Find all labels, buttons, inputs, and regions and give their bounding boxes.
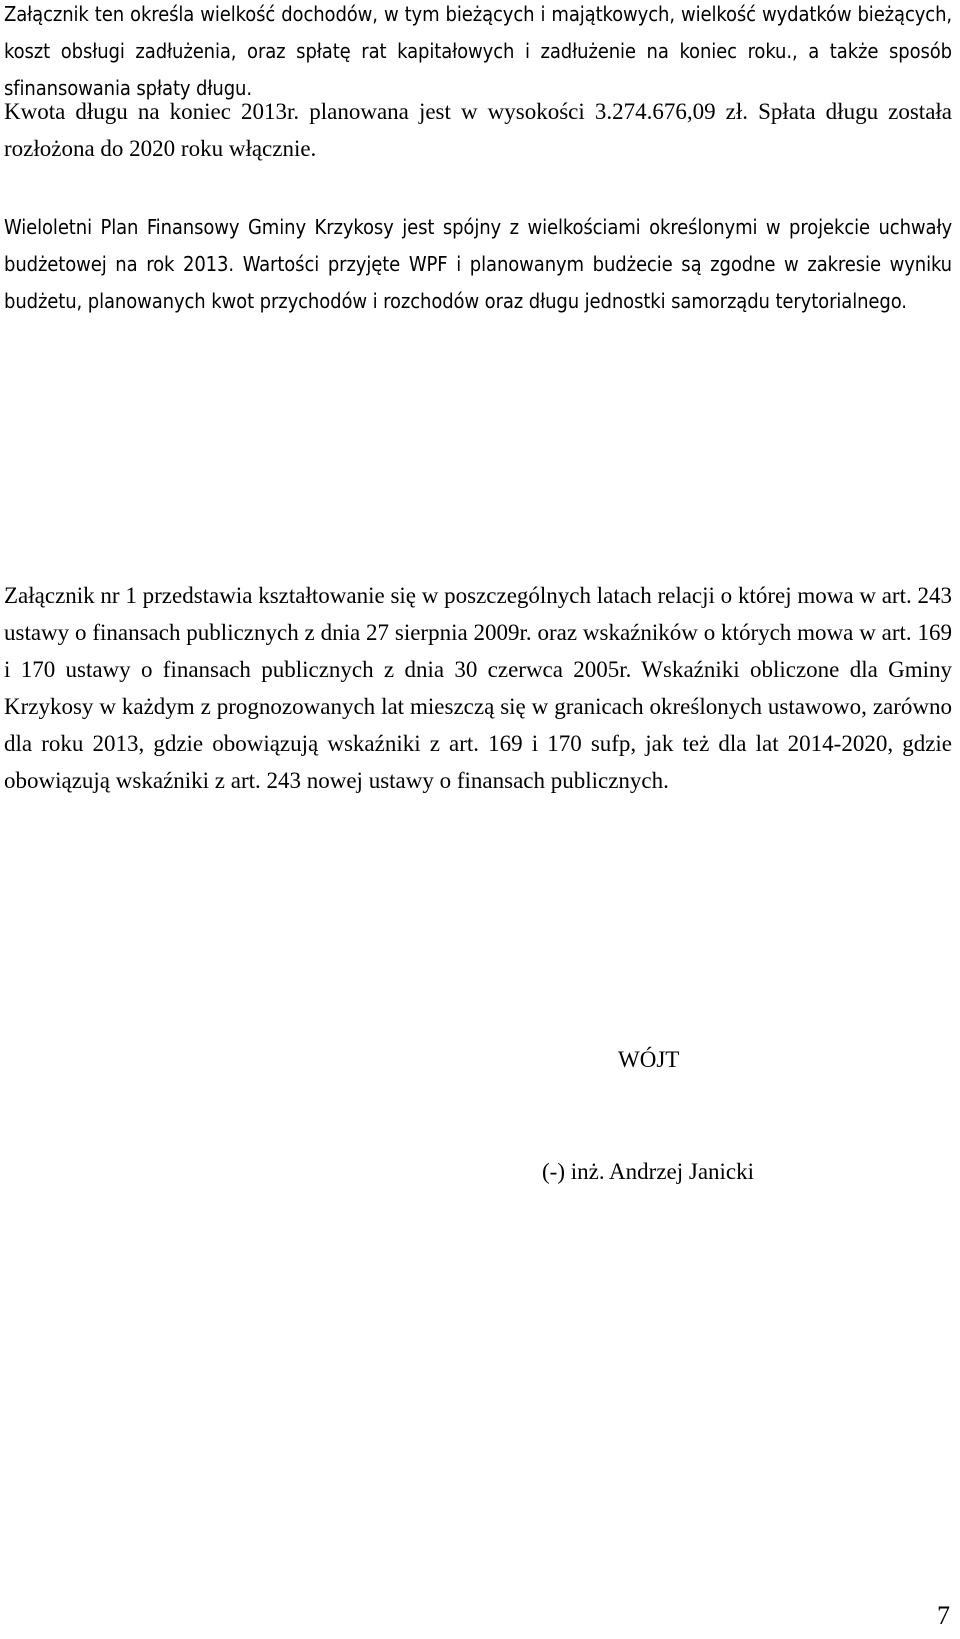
signature-name: (-) inż. Andrzej Janicki <box>542 1159 755 1184</box>
page-number: 7 <box>937 1601 950 1630</box>
paragraph-income-expenses: Załącznik ten określa wielkość dochodów, w tym bieżących i majątkowych, wielkość wydatków bieżących, koszt obsługi zadłużenia, oraz spłatę rat kapitałowych i zadłużenie na koniec roku., a także sposób sfinansowania spłaty długu. <box>4 2 952 100</box>
signature-title: WÓJT <box>618 1047 680 1072</box>
paragraph-attachment-indicators: Załącznik nr 1 przedstawia kształtowanie się w poszczególnych latach relacji o której mowa w art. 243 ustawy o finansach publicznych z dnia 27 sierpnia 2009r. oraz wskaźników o których mowa w art. 169 i 170 ustawy o finansach publicznych z dnia 30 czerwca 2005r. Wskaźniki obliczone dla Gminy Krzykosy w każdym z prognozowanych lat mieszczą się w granicach określonych ustawowo, zarówno dla roku 2013, gdzie obowiązują wskaźniki z art. 169 i 170 sufp, jak też dla lat 2014-2020, gdzie obowiązują wskaźniki z art. 243 nowej ustawy o finansach publicznych. <box>4 583 952 793</box>
paragraph-wpf-consistency <box>4 209 952 320</box>
paragraph-debt-amount: Kwota długu na koniec 2013r. planowana jest w wysokości 3.274.676,09 zł. Spłata długu została rozłożona do 2020 roku włącznie. <box>4 99 952 161</box>
wpf-sentence-2: Wartości przyjęte WPF i planowanym budżecie są zgodne w zakresie wyniku budżetu, planowanych kwot przychodów i rozchodów oraz długu jednostki samorządu terytorialnego. <box>4 252 952 313</box>
wpf-sentence-1: Wieloletni Plan Finansowy Gminy Krzykosy jest spójny z wielkościami określonymi w projekcie uchwały budżetowej na rok 2013. <box>4 215 952 276</box>
